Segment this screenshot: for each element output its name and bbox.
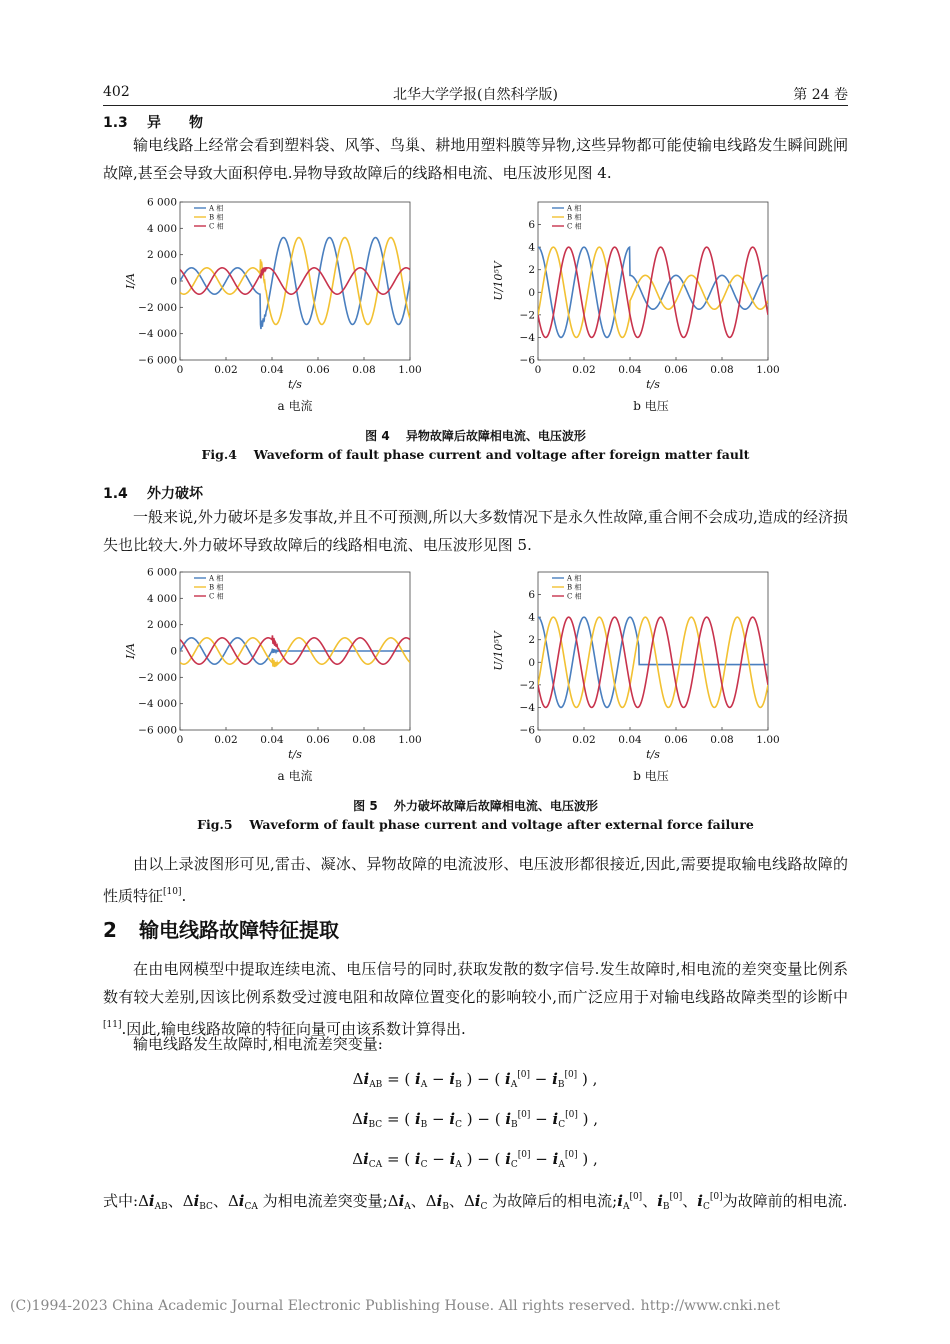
y-tick-label: −6	[519, 724, 535, 737]
fig4-sub-b: b 电压	[633, 399, 669, 413]
y-tick-label: 6	[528, 589, 535, 602]
section-title: 异 物	[147, 115, 203, 131]
chart-fig5b	[490, 565, 780, 790]
x-tick-label: 0	[176, 364, 184, 376]
y-tick-label: 2 000	[146, 619, 177, 632]
figure-4b	[490, 195, 780, 424]
x-axis-label: t/s	[288, 378, 302, 391]
x-tick-label: 1.00	[398, 734, 422, 746]
y-tick-label: 4 000	[146, 222, 177, 235]
fig5-caption-cn: 图 5 外力破坏故障后故障相电流、电压波形	[353, 799, 598, 813]
legend-label: B 相	[567, 213, 582, 222]
chart-fig4b	[490, 195, 780, 420]
series-a-line	[180, 638, 410, 664]
series-a-line	[180, 238, 410, 329]
header-rule	[103, 105, 848, 106]
section-1-4-heading	[103, 483, 203, 503]
y-tick-label: −6	[519, 354, 535, 367]
x-tick-label: 0	[176, 734, 184, 746]
fig5-sub-b: b 电压	[633, 769, 669, 783]
y-tick-label: 0	[528, 656, 535, 669]
y-tick-label: 2 000	[146, 249, 177, 262]
x-tick-label: 0.06	[664, 734, 688, 746]
x-tick-label: 1.00	[756, 364, 780, 376]
x-tick-label: 0.08	[710, 364, 734, 376]
x-tick-label: 0.04	[618, 364, 642, 376]
x-tick-label: 0.04	[260, 734, 284, 746]
y-tick-label: 2	[528, 634, 535, 647]
fig5-sub-a: a 电流	[277, 769, 313, 783]
fig4-caption-en: Fig.4 Waveform of fault phase current and voltage after foreign matter fault	[201, 447, 750, 462]
running-head	[103, 84, 848, 104]
where-mid-1: 为相电流差突变量;	[262, 1192, 388, 1210]
x-tick-label: 0.08	[352, 364, 376, 376]
y-axis-label: I/A	[124, 273, 137, 289]
y-tick-label: −2 000	[138, 301, 177, 314]
x-axis-label: t/s	[646, 748, 660, 761]
x-tick-label: 1.00	[756, 734, 780, 746]
y-tick-label: −6 000	[138, 724, 177, 737]
section-1-3-paragraph: 输电线路上经常会看到塑料袋、风筝、鸟巢、耕地用塑料膜等异物,这些异物都可能使输电线路发生瞬间跳闸故障,甚至会导致大面积停电.异物导致故障后的线路相电流、电压波形见图 4.	[103, 136, 848, 182]
x-tick-label: 1.00	[398, 364, 422, 376]
y-tick-label: 4	[528, 611, 535, 624]
figure-4a	[120, 195, 430, 424]
section-2-text-a: 在由电网模型中提取连续电流、电压信号的同时,获取发散的数字信号.发生故障时,相电流的差突变量比例系数有较大差别,因该比例系数受过渡电阻和故障位置变化的影响较小,而广泛应用于对输电线路故障类型的诊断中	[103, 960, 848, 1006]
section-title: 外力破坏	[147, 486, 203, 502]
footer	[10, 1298, 940, 1314]
legend-label: C 相	[567, 222, 582, 231]
y-tick-label: 6	[528, 219, 535, 232]
y-axis-label: I/A	[124, 643, 137, 659]
legend-label: A 相	[567, 204, 582, 213]
x-tick-label: 0.08	[710, 734, 734, 746]
x-tick-label: 0.02	[572, 364, 596, 376]
where-end: 为故障前的相电流.	[722, 1192, 848, 1210]
equation-ca: $\Delta i_{CA}$ = ( $i_C - i_A$ ) − ( $i_C[0] - i_A[0]$ ) ,	[352, 1150, 598, 1170]
y-tick-label: 4	[528, 241, 535, 254]
section-number: 2	[103, 918, 117, 942]
section-number: 1.3	[103, 115, 128, 131]
y-tick-label: −6 000	[138, 354, 177, 367]
copyright: (C)1994-2023 China Academic Journal Electronic Publishing House. All rights reserved.	[10, 1298, 636, 1314]
where-prefix: 式中:	[103, 1192, 139, 1210]
section-1-4-paragraph: 一般来说,外力破坏是多发事故,并且不可预测,所以大多数情况下是永久性故障,重合闸不会成功,造成的经济损失也比较大.外力破坏导致故障后的线路相电流、电压波形见图 5.	[103, 508, 848, 554]
section-2-paragraph-2: 输电线路发生故障时,相电流差突变量:	[133, 1035, 383, 1053]
legend-label: A 相	[209, 574, 224, 583]
y-tick-label: −2	[519, 679, 535, 692]
equation-bc: $\Delta i_{BC}$ = ( $i_B - i_C$ ) − ( $i_B[0] - i_C[0]$ ) ,	[351, 1110, 599, 1130]
y-tick-label: 6 000	[146, 196, 177, 209]
citation-11: [11]	[103, 1020, 122, 1030]
journal-title: 北华大学学报(自然科学版)	[393, 87, 558, 103]
volume-label: 第 24 卷	[793, 87, 848, 103]
y-tick-label: −4	[519, 331, 535, 344]
legend-label: B 相	[567, 583, 582, 592]
x-tick-label: 0.06	[306, 734, 330, 746]
legend-label: B 相	[209, 213, 224, 222]
y-tick-label: 4 000	[146, 592, 177, 605]
y-tick-label: −4 000	[138, 328, 177, 341]
x-tick-label: 0.06	[306, 364, 330, 376]
y-tick-label: −2	[519, 309, 535, 322]
y-tick-label: 0	[528, 286, 535, 299]
x-axis-label: t/s	[646, 378, 660, 391]
fig5-caption-en: Fig.5 Waveform of fault phase current and voltage after external force failure	[197, 817, 754, 832]
where-mid-2: 为故障后的相电流;	[492, 1192, 618, 1210]
x-tick-label: 0.04	[260, 364, 284, 376]
section-1-3-heading	[103, 112, 203, 132]
y-tick-label: 2	[528, 264, 535, 277]
fig4-sub-a: a 电流	[277, 399, 313, 413]
x-tick-label: 0.06	[664, 364, 688, 376]
y-axis-label: U/10⁵V	[492, 631, 505, 671]
equation-ab: $\Delta i_{AB}$ = ( $i_A - i_B$ ) − ( $i_A[0] - i_B[0]$ ) ,	[352, 1070, 598, 1090]
chart-fig5a	[120, 565, 430, 790]
legend-label: A 相	[567, 574, 582, 583]
section-title: 输电线路故障特征提取	[139, 918, 339, 942]
series-a-line	[538, 247, 768, 337]
footer-url: http://www.cnki.net	[640, 1298, 780, 1314]
legend-label: A 相	[209, 204, 224, 213]
y-tick-label: 0	[170, 645, 177, 658]
x-tick-label: 0.02	[572, 734, 596, 746]
y-tick-label: −2 000	[138, 671, 177, 684]
chart-fig4a	[120, 195, 430, 420]
series-a-line	[538, 617, 768, 707]
where-clause: 式中$:\Delta i_{AB}$、$\Delta i_{BC}$、$\Delta i_{CA}$ 为相电流差突变量$;\Delta i_A$、$\Delta i_B$、$\Delta i_C$ 为故障后的相电流$;i_A[0]$、$i_B[0]$、$i_C[0]$为故障前的相电流.	[103, 1192, 848, 1212]
section-number: 1.4	[103, 486, 128, 502]
legend-label: C 相	[209, 222, 224, 231]
x-tick-label: 0.02	[214, 364, 238, 376]
section-2-text-b: .因此,输电线路故障的特征向量可由该系数计算得出.	[121, 1020, 466, 1038]
legend-label: B 相	[209, 583, 224, 592]
y-tick-label: 0	[170, 275, 177, 288]
x-tick-label: 0.08	[352, 734, 376, 746]
fig4-caption-cn: 图 4 异物故障后故障相电流、电压波形	[365, 429, 586, 443]
summary-paragraph: 由以上录波图形可见,雷击、凝冰、异物故障的电流波形、电压波形都很接近,因此,需要提取输电线路故障的性质特征[10].	[103, 855, 848, 905]
legend-label: C 相	[567, 592, 582, 601]
y-axis-label: U/10⁵V	[492, 261, 505, 301]
x-axis-label: t/s	[288, 748, 302, 761]
y-tick-label: −4	[519, 701, 535, 714]
x-tick-label: 0.04	[618, 734, 642, 746]
y-tick-label: −4 000	[138, 698, 177, 711]
x-tick-label: 0.02	[214, 734, 238, 746]
citation-10: [10]	[163, 887, 182, 897]
section-2-heading	[103, 914, 339, 943]
legend-label: C 相	[209, 592, 224, 601]
summary-text: 由以上录波图形可见,雷击、凝冰、异物故障的电流波形、电压波形都很接近,因此,需要提取输电线路故障的性质特征	[103, 855, 848, 905]
y-tick-label: 6 000	[146, 566, 177, 579]
figure-5b	[490, 565, 780, 794]
x-tick-label: 0	[534, 364, 542, 376]
x-tick-label: 0	[534, 734, 542, 746]
figure-5a	[120, 565, 430, 794]
page-number: 402	[103, 84, 130, 100]
